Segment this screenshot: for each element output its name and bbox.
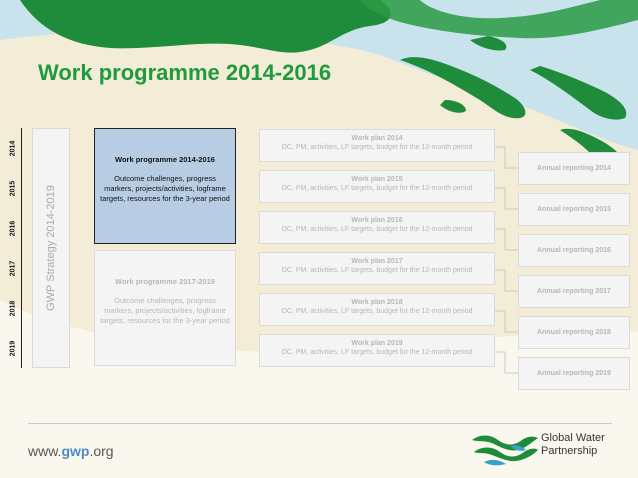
- annual-report-box: Annual reporting 2016: [518, 234, 630, 267]
- work-plan-box: [259, 252, 495, 285]
- work-plan-box: [259, 170, 495, 203]
- annual-report-box: Annual reporting 2015: [518, 193, 630, 226]
- work-programme-desc: Outcome challenges, progress markers, projects/activities, logframe targets, resources for the 3-year period: [100, 296, 230, 326]
- work-plan-title: Work plan 2019: [351, 340, 403, 347]
- annual-report-box: Annual reporting 2017: [518, 275, 630, 308]
- work-plan-title: Work plan 2017: [351, 258, 403, 265]
- work-programme-title: Work programme 2017-2019: [115, 277, 215, 286]
- work-programme-box: [94, 250, 236, 366]
- work-plan-box: [259, 211, 495, 244]
- work-programme-box-active: [94, 128, 236, 244]
- year-label: 2017: [9, 260, 17, 276]
- work-plan-box: [259, 293, 495, 326]
- work-programme-desc: Outcome challenges, progress markers, projects/activities, logframe targets, resources for the 3-year period: [100, 174, 230, 204]
- annual-report-box: Annual reporting 2018: [518, 316, 630, 349]
- website-url[interactable]: www.gwp.org: [28, 443, 114, 459]
- strategy-box: [32, 128, 70, 368]
- work-plan-box: [259, 334, 495, 367]
- annual-report-box: Annual reporting 2019: [518, 357, 630, 390]
- work-plan-title: Work plan 2018: [351, 299, 403, 306]
- page-title: Work programme 2014-2016: [38, 60, 332, 85]
- work-plan-desc: OC, PM, activities, LF targets, budget for the 12-month period: [281, 226, 473, 233]
- gwp-logo-icon: [470, 430, 540, 468]
- work-plan-desc: OC, PM, activities, LF targets, budget for the 12-month period: [281, 349, 473, 356]
- organization-name: Global Water Partnership: [541, 432, 605, 457]
- strategy-label: GWP Strategy 2014-2019: [45, 185, 58, 311]
- work-plan-desc: OC, PM, activities, LF targets, budget for the 12-month period: [281, 185, 473, 192]
- annual-report-box: Annual reporting 2014: [518, 152, 630, 185]
- work-plan-desc: OC, PM, activities, LF targets, budget for the 12-month period: [281, 267, 473, 274]
- work-plan-title: Work plan 2014: [351, 135, 403, 142]
- year-axis: [6, 128, 20, 368]
- year-label: 2015: [9, 180, 17, 196]
- year-axis-line: [21, 128, 22, 368]
- year-label: 2016: [9, 220, 17, 236]
- footer-divider: [28, 423, 612, 424]
- work-plan-desc: OC, PM, activities, LF targets, budget for the 12-month period: [281, 144, 473, 151]
- work-plan-box: [259, 129, 495, 162]
- work-plan-title: Work plan 2016: [351, 217, 403, 224]
- year-label: 2014: [9, 140, 17, 156]
- work-plan-desc: OC, PM, activities, LF targets, budget for the 12-month period: [281, 308, 473, 315]
- work-programme-title: Work programme 2014-2016: [115, 155, 215, 164]
- year-label: 2019: [9, 340, 17, 356]
- year-label: 2018: [9, 300, 17, 316]
- work-plan-title: Work plan 2015: [351, 176, 403, 183]
